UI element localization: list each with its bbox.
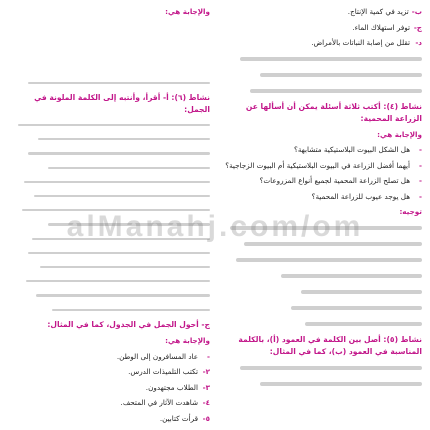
list-item: - هل يوجد عيوب للزراعة المحمية؟ <box>311 191 422 201</box>
list-item: ب- تزيد في كمية الإنتاج. <box>347 7 422 16</box>
text-line <box>26 280 210 282</box>
activity-4-heading: نشاط (٤): أكتب ثلاثة أسئلة يمكن أن أسألها عن الزراعة المحمية: <box>245 101 422 123</box>
answer-label: والإجابة هي: <box>165 7 210 16</box>
text-line <box>52 309 210 311</box>
text-line <box>291 306 422 310</box>
text-line <box>250 89 422 93</box>
text-line <box>48 167 210 169</box>
list-item: د- تقلل من إصابة النباتات بالأمراض. <box>311 38 422 48</box>
list-item: - أيهما أفضل الزراعة في البيوت البلاستيكية أم البيوت الزجاجية؟ <box>225 160 422 170</box>
text-line <box>28 252 210 254</box>
list-item: ٥- قرأت كتابين. <box>159 413 210 423</box>
text-line <box>40 266 210 268</box>
text-line <box>260 382 422 386</box>
text-line <box>36 294 210 296</box>
answers-label: والإجابة هي: <box>165 335 210 345</box>
activity-6-heading: نشاط (٦): أ- أقرأ، وأنتبه إلى الكلمة الملونة في الجمل: <box>34 92 210 114</box>
text-line <box>18 124 210 126</box>
text-line <box>240 57 422 61</box>
list-item: ٤- شاهدت الآثار في المتحف. <box>120 398 210 408</box>
answer-label: والإجابة هي: <box>377 129 422 139</box>
list-item: ٣- الطلاب مجتهدون. <box>145 382 210 392</box>
list-item: - هل تصلح الزراعة المحمية لجميع أنواع المزروعات؟ <box>259 176 422 186</box>
site-watermark: alManahj.com/om <box>66 210 364 243</box>
section-c-heading: ج- أحول الجمل في الجدول، كما في المثال: <box>47 319 210 329</box>
text-line <box>236 258 422 262</box>
list-item: ٢- تكتب التلميذات الدرس. <box>128 367 210 377</box>
text-line <box>305 322 422 326</box>
text-line <box>260 73 422 77</box>
text-line <box>28 82 210 84</box>
text-line <box>38 138 210 140</box>
text-line <box>34 195 210 197</box>
activity-5-heading: نشاط (٥): أصل بين الكلمة في العمود (أ)، بالكلمة المناسبة في العمود (ب)، كما في المثال: <box>238 334 422 357</box>
text-line <box>240 366 422 370</box>
text-line <box>28 152 210 154</box>
text-line <box>281 274 422 278</box>
list-item: - هل الشكل البيوت البلاستيكية متشابهة؟ <box>294 145 422 155</box>
guidance-label: توجيه: <box>399 207 422 217</box>
list-item: - عاد المسافرون إلى الوطن. <box>116 351 210 361</box>
text-line <box>301 290 422 294</box>
text-line <box>24 181 210 183</box>
list-item: ج- توفر استهلاك الماء. <box>352 22 422 32</box>
